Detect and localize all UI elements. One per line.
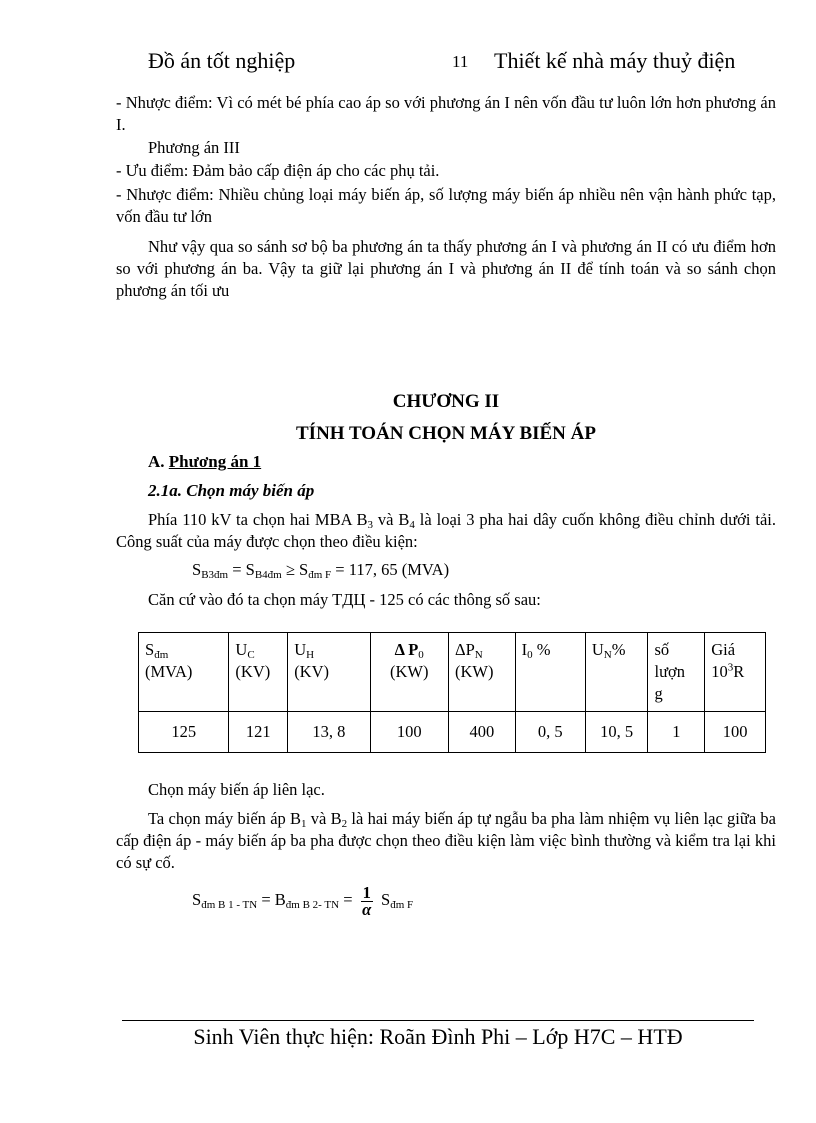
formula-2: $S_{đm B 1 - TN} = B_{đm B 2- TN}$ = $\frac{1}{\alpha}$ $S_{đm F}$	[192, 882, 414, 919]
coupling-transformer-heading: Chọn máy biến áp liên lạc.	[148, 780, 325, 799]
header-cell: $U_H$ (KV)	[288, 633, 370, 712]
table-cell: 10, 5	[585, 712, 648, 753]
transformer-spec-table	[138, 632, 766, 753]
chapter-title: TÍNH TOÁN CHỌN MÁY BIẾN ÁP	[296, 423, 596, 444]
header-cell: $I_0$ %	[515, 633, 585, 712]
header-left: Đồ án tốt nghiệp	[148, 48, 296, 73]
header-cell: $U_N\%$	[585, 633, 648, 712]
header-cell: Δ $P_0$ (KW)	[370, 633, 448, 712]
table-cell: 121	[229, 712, 288, 753]
subsection-heading: 2.1a. Chọn máy biến áp	[148, 481, 315, 500]
table-header-row	[139, 633, 766, 712]
option-3-heading: Phương án III	[148, 138, 240, 157]
footer-divider	[122, 1020, 754, 1021]
advantage-paragraph-3: - Ưu điểm: Đảm bảo cấp điện áp cho các phụ tải.	[116, 161, 440, 180]
header-right: Thiết kế nhà máy thuỷ điện	[494, 48, 736, 73]
table-cell: 125	[139, 712, 229, 753]
header-cell: $\Delta P_N$ (KW)	[448, 633, 515, 712]
drawback-paragraph-3: - Nhược điểm: Nhiều chủng loại máy biến áp, số lượng máy biến áp nhiều nên vận hành phức tạp, vốn đầu tư lớn	[116, 185, 776, 226]
section-a-heading: A. Phương án 1	[148, 452, 262, 471]
table-cell: 0, 5	[515, 712, 585, 753]
formula-1: $S_{B3đm} = S_{B4đm} \ge S_{đm F} = 117$, 65 (MVA)	[192, 560, 450, 581]
table-cell: 100	[370, 712, 448, 753]
page-number: 11	[452, 52, 469, 71]
coupling-transformer-paragraph: Ta chọn máy biến áp $B_1$ và $B_2$ là hai máy biến áp tự ngẫu ba pha làm nhiệm vụ liên lạc giữa ba cấp điện áp - máy biến áp ba pha được chọn theo điều kiện làm việc bình thường và kiểm tra lại khi có sự cố.	[116, 809, 776, 872]
section-a-intro: Phía 110 kV ta chọn hai MBA $B_3$ và $B_4$ là loại 3 pha hai dây cuốn không điều chỉnh dưới tải. Công suất của máy được chọn theo điều kiện:	[116, 510, 776, 551]
table-cell: 13, 8	[288, 712, 370, 753]
header-cell: Giá $10^3R$	[705, 633, 766, 712]
table-cell: 400	[448, 712, 515, 753]
header-cell: $U_C$ (KV)	[229, 633, 288, 712]
header-cell: $S_{đm}$ (MVA)	[139, 633, 229, 712]
table-cell: 100	[705, 712, 766, 753]
header-cell: số lượn g	[648, 633, 705, 712]
table-row	[139, 712, 766, 753]
table-cell: 1	[648, 712, 705, 753]
fraction: $\frac{1}{\alpha}$	[362, 882, 372, 919]
conclusion-paragraph: Như vậy qua so sánh sơ bộ ba phương án ta thấy phương án I và phương án II có ưu điểm hơn so với phương án ba. Vậy ta giữ lại phương án I và phương án II để tính toán và so sánh chọn phương án tối ưu	[116, 237, 776, 300]
footer-text: Sinh Viên thực hiện: Roãn Đình Phi – Lớp H7C – HTĐ	[193, 1024, 683, 1049]
drawback-paragraph-2: - Nhược điểm: Vì có mét bé phía cao áp so với phương án I nên vốn đầu tư luôn lớn hơn phương án I.	[116, 93, 776, 134]
chapter-number: CHƯƠNG II	[392, 391, 500, 412]
selection-text: Căn cứ vào đó ta chọn máy TДЦ - 125 có các thông số sau:	[148, 590, 541, 609]
